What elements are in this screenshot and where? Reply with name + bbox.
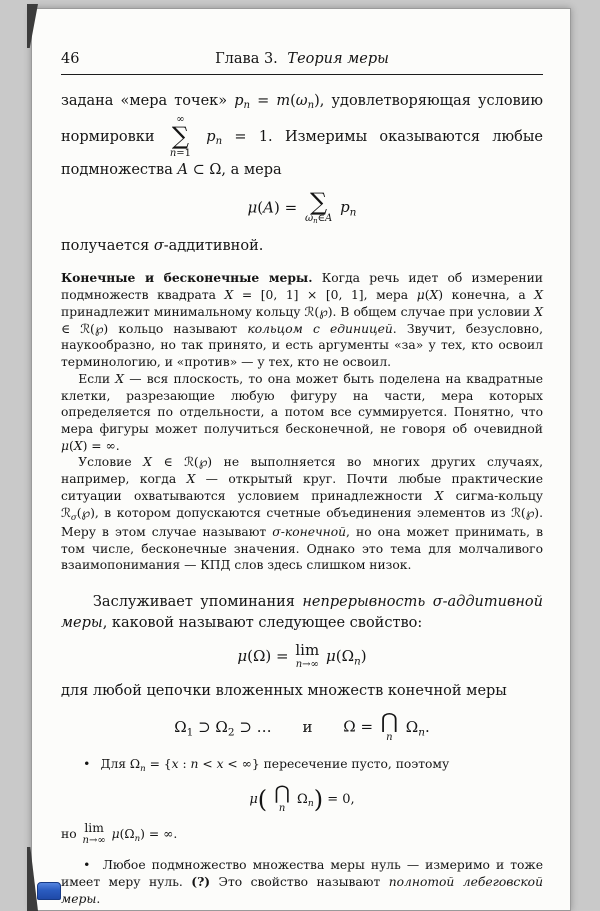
text-run: $p_n = 1$. Измеримы оказываются любые подмножества A ⊂ Ω, а мера: [61, 128, 543, 179]
sum-lower-limit: n=1: [169, 148, 192, 160]
taskbar-fragment[interactable]: [37, 882, 61, 900]
limit-operator: [295, 643, 319, 671]
text-run: = 0,: [327, 791, 355, 807]
limit-lower: n→∞: [82, 835, 106, 847]
bullet-item-empty-intersection: [61, 756, 543, 775]
text-run: μ(A) =: [247, 198, 302, 217]
intersection-operator: [274, 781, 290, 815]
text-run: μ: [249, 791, 258, 807]
text-run: μ(Ω) =: [237, 647, 294, 666]
limit-symbol: lim: [295, 641, 320, 660]
chapter-label: Глава 3.: [215, 51, 278, 67]
conjunction-and: и: [302, 717, 313, 736]
book-page: [31, 8, 571, 911]
intersection-lower: n: [386, 732, 393, 744]
text-run: Ω =: [343, 717, 378, 736]
intersection-symbol-icon: ⋂: [380, 709, 399, 734]
text-run: $\mu(\Omega_n)$: [325, 647, 367, 668]
text-run: Любое подмножество множества меры нуль — измеримо и тоже имеет меру нуль. (?) Это свойство называют полнотой лебеговской меры.: [61, 858, 543, 906]
page-number: 46: [61, 51, 80, 67]
header-rule: [61, 74, 543, 75]
paragraph-continuity: Заслуживает упоминания непрерывность σ-аддитивной меры, каковой называют следующее свойство:: [61, 594, 543, 631]
formula-nested-chain: [61, 711, 543, 744]
text-run: задана «мера точек» $p_n = m(\omega_n)$, удовлетворяющая условию нормировки: [61, 93, 544, 145]
page-header: [61, 51, 543, 67]
bullet-marker: •: [83, 757, 91, 772]
paragraph-finite-measures: Конечные и бесконечные меры. Когда речь идет об измерении подмножеств квадрата X = [0, 1] × [0, 1], мера μ(X) конечна, а X принадлежит минимальному кольцу ℛ(℘). В общем случае при условии X ∈ ℛ(℘) кольцо называют кольцом с единицей. Звучит, безусловно, наукообразно, но так принято, и есть аргументы «за» у тех, кто освоил терминологию, и «против» — у тех, кто не освоил.: [61, 270, 544, 370]
left-paren: (: [257, 785, 268, 814]
text-run: $\Omega_n$.: [405, 717, 430, 739]
limit-diverges-line: [61, 822, 543, 847]
sum-operator: [304, 187, 333, 226]
formula-mu-of-A: [61, 187, 543, 226]
sum-lower-limit: $\omega_n\in A$: [304, 213, 333, 226]
paragraph-sigma-ring: Условие X ∈ ℛ(℘) не выполняется во многих других случаях, например, когда X — открытый круг. Почти любые практические ситуации охватываются условием принадлежности X сигма-кольцу ℛ$_\sigma$(℘), в котором допускаются счетные объединения элементов из ℛ(℘). Меру в этом случае называют σ-конечной, но она может принимать, в том числе, бесконечные значения. Однако это тема для молчаливого взаимопонимания — КПД слов здесь слишком низок.: [61, 455, 543, 573]
right-paren: ): [313, 785, 324, 814]
limit-symbol: lim: [84, 821, 104, 836]
paragraph-plane-partition: Если X — вся плоскость, то она может быть поделена на квадратные клетки, разрезающие любую фигуру на части, мера которых определяется по отдельности, а потом все суммируется. Понятно, что мера фигуры может получиться бесконечной, не говоря об очевидной μ(X) = ∞.: [61, 371, 543, 453]
intersection-symbol-icon: ⋂: [274, 781, 290, 804]
paragraph-measure-points: [61, 91, 543, 181]
sum-symbol-icon: ∑: [310, 187, 328, 216]
paragraph-sigma-additive: получается σ-аддитивной.: [61, 237, 264, 254]
chapter-title: Теория меры: [287, 51, 389, 67]
sum-upper-limit: ∞: [176, 113, 185, 125]
finite-measures-section: [61, 270, 543, 574]
paragraph-chain-intro: для любой цепочки вложенных множеств конечной меры: [61, 682, 507, 699]
formula-intersection-zero: [61, 781, 543, 815]
limit-operator: [83, 822, 106, 847]
text-run: $\Omega_n$: [297, 791, 314, 809]
intersection-lower: n: [278, 802, 286, 814]
text-run: $\mu(\Omega_n)$ = ∞.: [111, 827, 178, 845]
bullet-item-null-sets: [61, 857, 543, 907]
text-run: но: [61, 827, 81, 842]
formula-continuity-limit: [61, 643, 543, 671]
intersection-operator: [381, 711, 398, 744]
sum-symbol-icon: ∑: [171, 122, 189, 151]
bullet-marker: •: [83, 858, 91, 873]
sum-operator: [170, 114, 191, 160]
limit-lower: n→∞: [295, 659, 319, 671]
text-run: $p_n$: [340, 198, 357, 219]
text-run: Для $\Omega_n = \{x$ : n < x < ∞} пересечение пусто, поэтому: [100, 757, 450, 774]
chapter-heading: [125, 51, 479, 67]
text-run: $\Omega_1$ ⊃ $\Omega_2$ ⊃ …: [174, 717, 272, 739]
